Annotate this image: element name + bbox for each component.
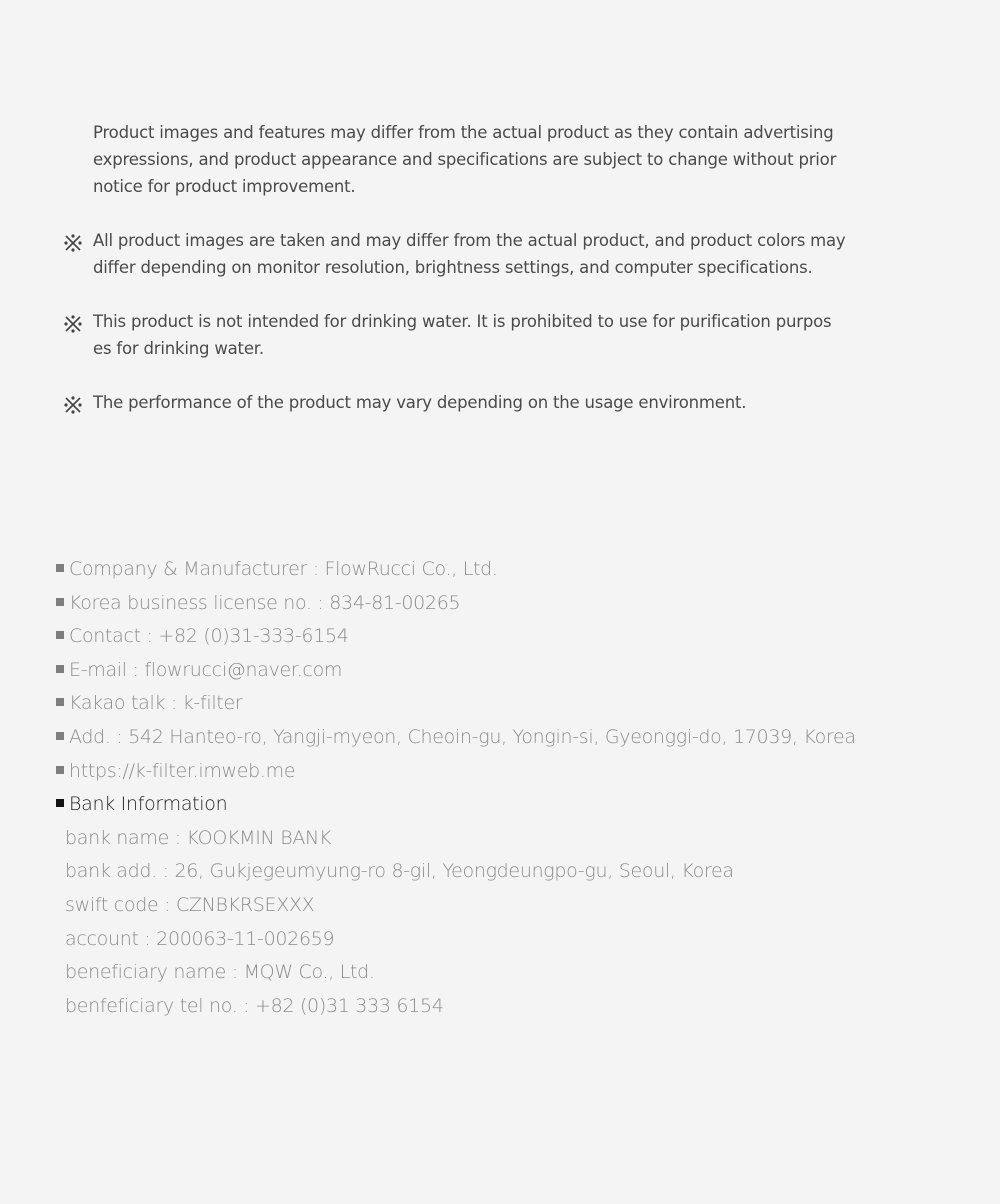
reference-mark-icon <box>62 394 84 416</box>
notice-item <box>60 308 860 362</box>
product-notices <box>60 119 860 443</box>
notice-text: Product images and features may differ from the actual product as they contain advertising expressions, and product appearance and specifications are subject to change without prior notice for product improvement. <box>93 123 837 196</box>
license-row <box>56 587 986 621</box>
square-bullet-icon <box>56 631 64 639</box>
square-bullet-icon <box>56 665 64 673</box>
bank-name-row: bank name : KOOKMIN BANK <box>65 826 332 849</box>
bank-address-row: bank add. : 26, Gukjegeumyung-ro 8-gil, Yeongdeungpo-gu, Seoul, Korea <box>65 860 734 883</box>
bank-info-title-text: Bank Information <box>69 793 228 816</box>
website-row <box>56 755 986 789</box>
notice-item <box>60 389 860 416</box>
reference-mark-icon <box>62 232 84 254</box>
notice-text: All product images are taken and may differ from the actual product, and product colors may differ depending on monitor resolution, brightness settings, and computer specifications. <box>93 231 846 277</box>
contact-row <box>56 620 986 654</box>
notice-text: The performance of the product may vary depending on the usage environment. <box>93 393 747 412</box>
company-info <box>56 553 986 1023</box>
square-bullet-icon <box>56 766 64 774</box>
reference-mark-icon <box>62 313 84 335</box>
email-row <box>56 654 986 688</box>
square-bullet-icon <box>56 732 64 740</box>
account-row: account : 200063-11-002659 <box>65 927 335 950</box>
beneficiary-tel-row: benfeficiary tel no. : +82 (0)31 333 6154 <box>65 994 444 1017</box>
company-row <box>56 553 986 587</box>
notice-text: This product is not intended for drinking water. It is prohibited to use for purification purpos es for drinking water. <box>93 312 832 358</box>
email-text: E-mail : flowrucci@naver.com <box>69 658 343 681</box>
license-text: Korea business license no. : 834-81-00265 <box>69 591 461 614</box>
notice-item <box>60 119 860 200</box>
square-bullet-icon <box>56 799 64 807</box>
swift-code-row: swift code : CZNBKRSEXXX <box>65 893 315 916</box>
bank-info-title <box>56 788 986 822</box>
square-bullet-icon <box>56 698 64 706</box>
square-bullet-icon <box>56 564 64 572</box>
square-bullet-icon <box>56 598 64 606</box>
beneficiary-row: beneficiary name : MQW Co., Ltd. <box>65 961 375 984</box>
kakao-text: Kakao talk : k-filter <box>69 692 243 715</box>
company-text: Company & Manufacturer : FlowRucci Co., Ltd. <box>69 558 498 580</box>
contact-text: Contact : +82 (0)31-333-6154 <box>69 625 349 648</box>
address-text: Add. : 542 Hanteo-ro, Yangji-myeon, Cheoin-gu, Yongin-si, Gyeonggi-do, 17039, Korea <box>69 725 856 748</box>
notice-item <box>60 227 860 281</box>
address-row <box>56 721 986 755</box>
kakao-row <box>56 687 986 721</box>
website-link[interactable]: https://k-filter.imweb.me <box>69 759 296 782</box>
